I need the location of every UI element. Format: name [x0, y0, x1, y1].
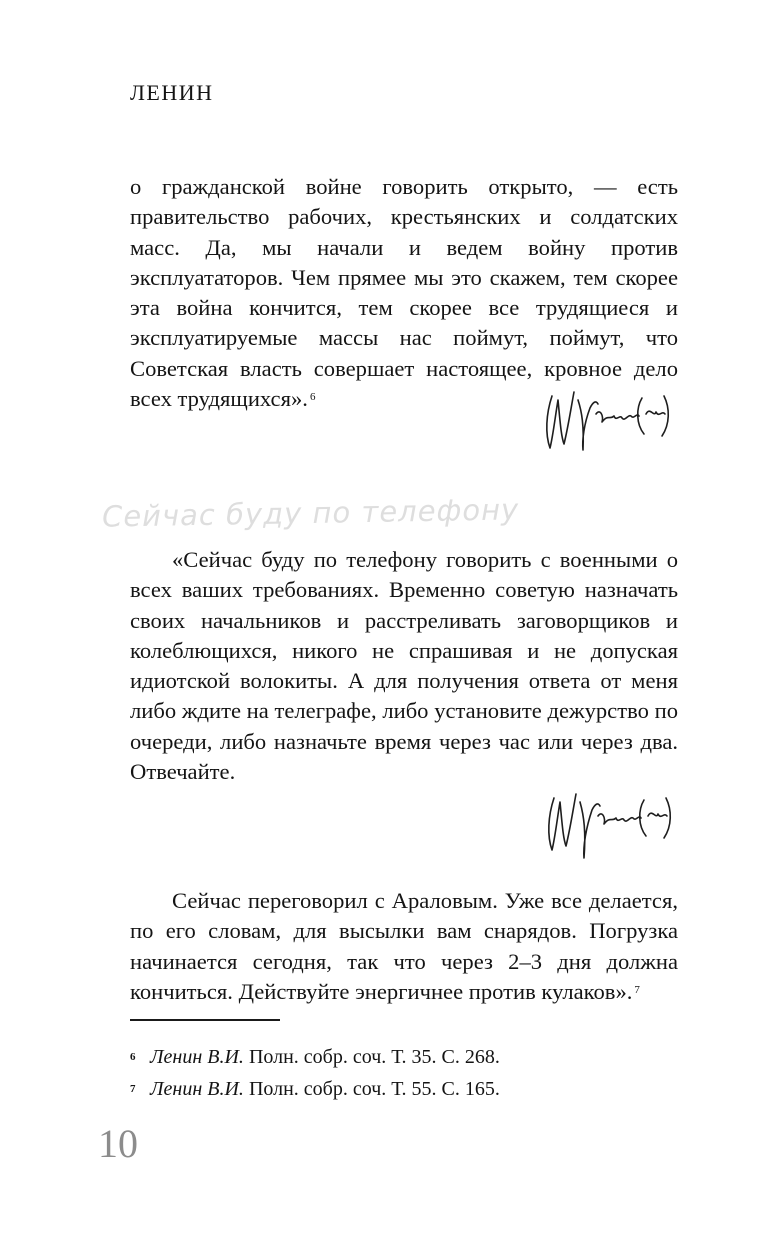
footnote-author: Ленин В.И.: [150, 1046, 244, 1068]
footnote-reference: 6: [309, 391, 316, 404]
page-number: 10: [98, 1121, 138, 1166]
paragraph-text: «Сейчас буду по телефону говорить с военными о всех ваших требованиях. Временно советую назначать своих начальников и расстреливать заговорщиков и колеблющихся, никого не спрашивая и не допуская идиотской волокиты. А для получения ответа от меня либо ждите на телеграфе, либо установите дежурство по очереди, либо назначьте время через час или через два. Отвечайте.: [130, 547, 678, 785]
paragraph-text: Сейчас переговорил с Араловым. Уже все делается, по его словам, для высылки вам снарядов. Погрузка начинается сегодня, так что через 2–3 дня должна кончиться. Действуйте энергичнее против кулаков».: [130, 888, 678, 1004]
footnote-divider: [130, 1019, 280, 1021]
footnote: [130, 1076, 500, 1102]
footnote-reference: 7: [634, 983, 640, 996]
signature-image: [538, 378, 673, 458]
signature-image: [540, 778, 675, 863]
paragraph-text: о гражданской войне говорить открыто, — есть правительство рабочих, крестьянских и солдатских масс. Да, мы начали и ведем войну против эксплуататоров. Чем прямее мы это скажем, тем скорее эта война кончится, тем скорее все трудящиеся и эксплуатируемые массы нас поймут, поймут, что Советская власть совершает настоящее, кровное дело всех трудящихся».: [130, 174, 678, 412]
footnote-number: 6: [130, 1051, 136, 1063]
body-paragraph: [130, 545, 678, 787]
footnote-author: Ленин В.И.: [150, 1078, 244, 1100]
handwritten-heading: Сейчас буду по телефону: [101, 492, 520, 534]
body-paragraph: [130, 886, 678, 1007]
running-head: ЛЕНИН: [130, 80, 214, 105]
footnote-source: Полн. собр. соч. Т. 35. С. 268.: [248, 1046, 500, 1068]
footnote-number: 7: [130, 1083, 136, 1095]
footnote-source: Полн. собр. соч. Т. 55. С. 165.: [248, 1078, 500, 1100]
footnote: [130, 1044, 500, 1070]
